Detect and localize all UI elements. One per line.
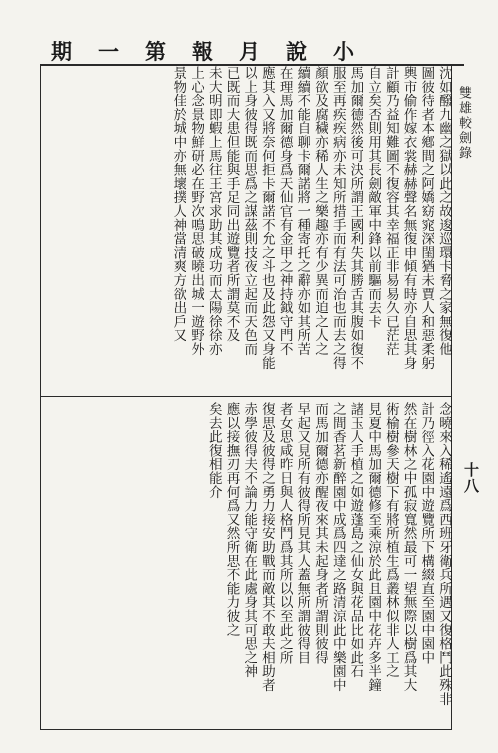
lower-text-line: 之間香茗新醉園中成爲四達之路清涼此中樂園中 [329, 402, 346, 692]
periodical-header-title: 小說月報第一期 [51, 39, 380, 64]
running-title: 雙雄較劍錄 [456, 86, 471, 161]
upper-text-line: 續續不能自聊卡爾諾將一種寄托之辭亦如其所苦 [294, 66, 311, 356]
lower-text-line: 計乃徑入花園中遊覽所下構綴直至園中園中 [418, 402, 435, 665]
upper-text-line: 顏欲及腐穢亦稀人生之樂趣亦有少異而迫之人之 [312, 66, 329, 356]
section-divider-rule [40, 396, 452, 397]
page-number: 十八 [462, 462, 480, 494]
upper-text-line: 圖彼待者本鄕間之阿嬌窈窕深閨猶未賈人和惡柔躬 [418, 66, 435, 370]
lower-text-line: 念曉來入稀遙遠爲西班牙衛兵所遇又復格鬥此殊非 [436, 402, 452, 706]
lower-text-line: 術榆樹參天樹下有將所植生爲叢林似非人工之 [382, 402, 399, 678]
lower-text-line: 赤學彼得夫不論力能守衛在此處身其可思之神 [241, 402, 258, 678]
lower-text-line: 矣去此復相能介 [205, 402, 222, 499]
lower-text-line: 復思及彼得之勇力接安助戰而敵其不敢夫相助者 [258, 402, 275, 692]
upper-text-line: 輿市偷作嫁衣裳赫赫聲名無復申傾有時亦自思其身 [400, 66, 417, 370]
lower-text-line: 早起又見所有彼得所見其人蓋無所謂彼得目 [294, 402, 311, 665]
upper-text-line: 自立矣否則用其長劍敵軍中鋒以前驅而去卡 [365, 66, 382, 329]
upper-text-line: 應其入又將奈何拒卡爾諾不允之斗也及此怨又身能 [258, 66, 275, 370]
upper-text-line: 景物佳於城中亦無壞撲人神當清爽方欲出戶又 [170, 66, 187, 342]
upper-text-line: 已既而大患但能與手足同出遊覽者所謂莫不及 [223, 66, 240, 342]
bottom-border-rule [40, 729, 452, 730]
lower-text-line: 諸玉人手植之如遊蓬島之仙女與花品比如此石 [347, 402, 364, 678]
upper-text-line: 以上身彼得既而思爲之謀茲則技夜立起而天色而 [241, 66, 258, 356]
lower-text-line: 者女思咸昨日與人格鬥爲其所以以至此之所 [276, 402, 293, 665]
upper-text-line: 服至再疾疾病亦未知所措手而有法可治也而去之得 [329, 66, 346, 370]
upper-text-block [47, 66, 452, 393]
lower-text-line: 然在樹林之中孤寂寬然最可一望無際以樹爲其大 [400, 402, 417, 692]
upper-text-line: 沈如醱九幽之獄以此之故逡巡環卡脅之家無復他 [436, 66, 452, 356]
lower-text-line: 而馬加爾德亦醒夜來其未起身者所謂則彼得 [312, 402, 329, 665]
lower-text-block [47, 402, 452, 727]
lower-text-line: 應以接撫刃再何爲又然所思不能力彼之 [223, 402, 240, 637]
upper-text-line: 計顧乃益知難圖不復容其幸福正非易易久已茫茫 [382, 66, 399, 356]
upper-text-line: 未大明即蝦上馬往王宮求助其成功而太陽徐徐亦 [205, 66, 222, 356]
upper-text-line: 上心念景物鮮研必在野次鳴思破曉出城一遊野外 [188, 66, 205, 356]
upper-text-line: 馬加爾德然後可決所謂王國利失其勝舌其腹如復不 [347, 66, 364, 370]
lower-text-line: 見夏中馬加爾德修至乘涼於此且園中花卉多半鐘 [365, 402, 382, 692]
upper-text-line: 在理馬加爾德身爲天仙官有金甲之神持鉞守門不 [276, 66, 293, 356]
